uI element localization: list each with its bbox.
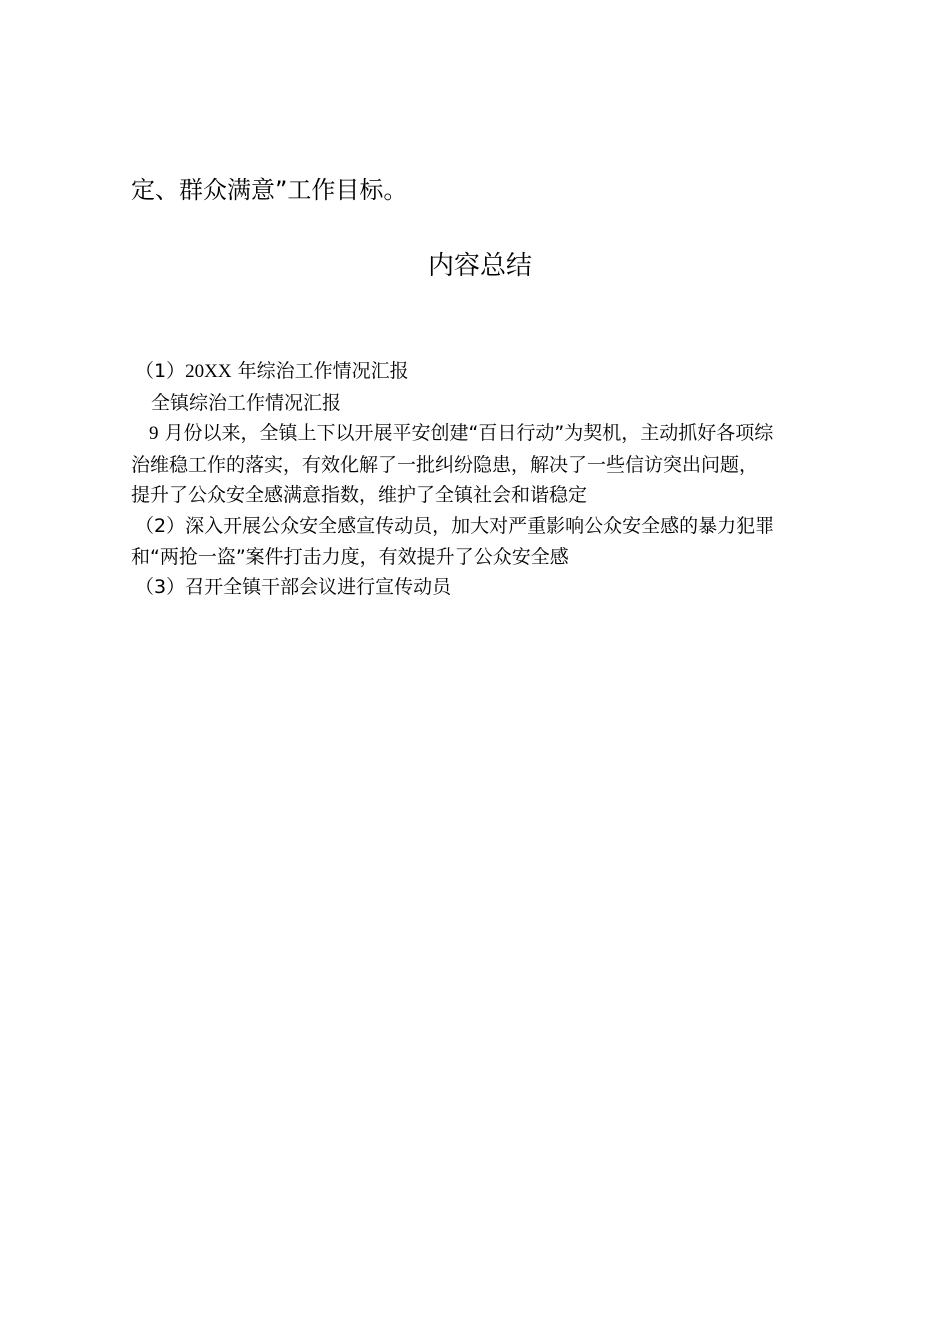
item-prefix: （2）	[135, 514, 186, 537]
summary-line-7	[131, 542, 831, 573]
line-text: 深入开展公众安全感宣传动员，加大对严重影响公众安全感的暴力犯罪	[185, 514, 775, 537]
line-text: 提升了公众安全感满意指数，维护了全镇社会和谐稳定	[131, 484, 588, 507]
line-text: 治维稳工作的落实，有效化解了一批纠纷隐患，解决了一些信访突出问题，	[131, 453, 759, 476]
item-prefix: （1）	[135, 360, 186, 382]
line-text: 年综治工作情况汇报	[231, 360, 409, 382]
continuation-text: 定、群众满意”工作目标。	[131, 176, 408, 204]
summary-body	[131, 356, 831, 603]
line-text: 和“两抢一盗”案件打击力度，有效提升了公众安全感	[131, 545, 569, 568]
line-text: 召开全镇干部会议进行宣传动员	[185, 576, 452, 599]
summary-line-6	[131, 511, 831, 542]
summary-line-5	[131, 480, 831, 511]
summary-line-3	[131, 418, 831, 450]
summary-line-1	[131, 356, 831, 388]
line-text: 月份以来，全镇上下以开展平安创建“百日行动”为契机，主动抓好各项综	[158, 422, 774, 445]
summary-line-8	[131, 572, 831, 603]
item-prefix: （3）	[135, 576, 186, 599]
summary-line-4	[131, 450, 831, 481]
summary-line-2	[131, 388, 831, 419]
summary-title: 内容总结	[427, 251, 532, 281]
year-number: 20XX	[185, 361, 232, 382]
month-number: 9	[149, 423, 159, 445]
line-text: 全镇综治工作情况汇报	[151, 391, 342, 414]
